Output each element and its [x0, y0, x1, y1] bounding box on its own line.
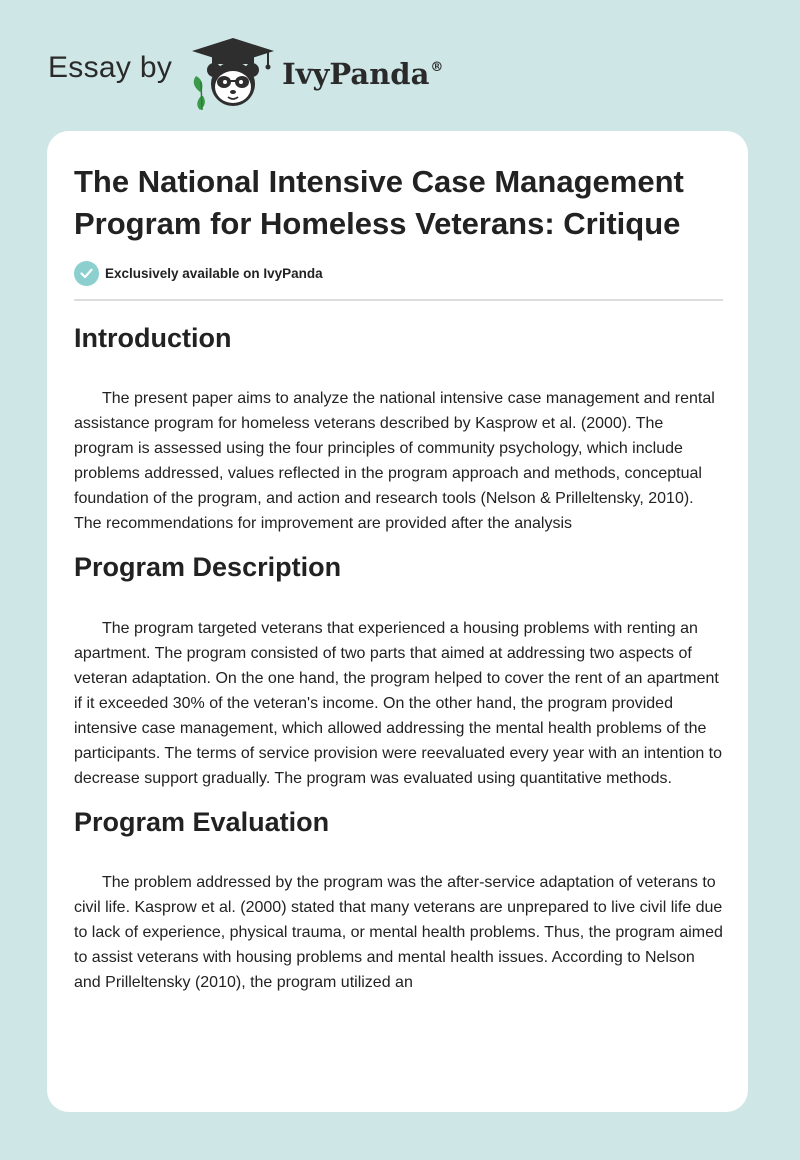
- section-body-introduction: The present paper aims to analyze the national intensive case management and rental assistance program for homeless veterans described by Kasprow et al. (2000). The program is assessed using the four principles of community psychology, which include problems addressed, values reflected in the program approach and methods, conceptual foundation of the program, and action and research tools (Nelson & Prilleltensky, 2010). The recommendations for improvement are provided after the analysis: [74, 390, 715, 532]
- section-body-program-description: The program targeted veterans that experienced a housing problems with renting an apartment. The program consisted of two parts that aimed at addressing two aspects of veteran adaptation. On the one hand, the program helped to cover the rent of an apartment if it exceeded 30% of the veteran's income. On the other hand, the program provided intensive case management, which allowed addressing the mental health problems of the participants. The terms of service provision were reevaluated every year with an intention to decrease support gradually. The program was evaluated using quantitative methods.: [74, 620, 723, 787]
- section-heading-program-evaluation: Program Evaluation: [74, 807, 330, 837]
- section-heading-introduction: Introduction: [74, 323, 232, 353]
- essay-content: [74, 161, 724, 995]
- brand-name: IvyPanda®: [282, 57, 444, 91]
- essay-by-label: Essay by: [48, 51, 173, 84]
- section-body-program-evaluation: The problem addressed by the program was the after-service adaptation of veterans to civil life. Kasprow et al. (2000) stated that many veterans are unprepared to live civil life due to lack of experience, physical trauma, or mental health problems. Thus, the program aimed to assist veterans with housing problems and mental health issues. According to Nelson and Prilleltensky (2010), the program utilized an: [74, 874, 723, 991]
- exclusive-badge-text: Exclusively available on IvyPanda: [105, 265, 323, 281]
- check-icon: [74, 261, 99, 286]
- exclusive-badge: [74, 259, 724, 287]
- registered-mark: ®: [430, 60, 444, 75]
- essay-card: [47, 131, 748, 1112]
- essay-title: The National Intensive Case Management Program for Homeless Veterans: Critique: [74, 164, 684, 241]
- site-header: [48, 34, 443, 110]
- title-divider: [74, 299, 723, 301]
- panda-graduate-icon: [188, 34, 278, 110]
- section-heading-program-description: Program Description: [74, 552, 342, 582]
